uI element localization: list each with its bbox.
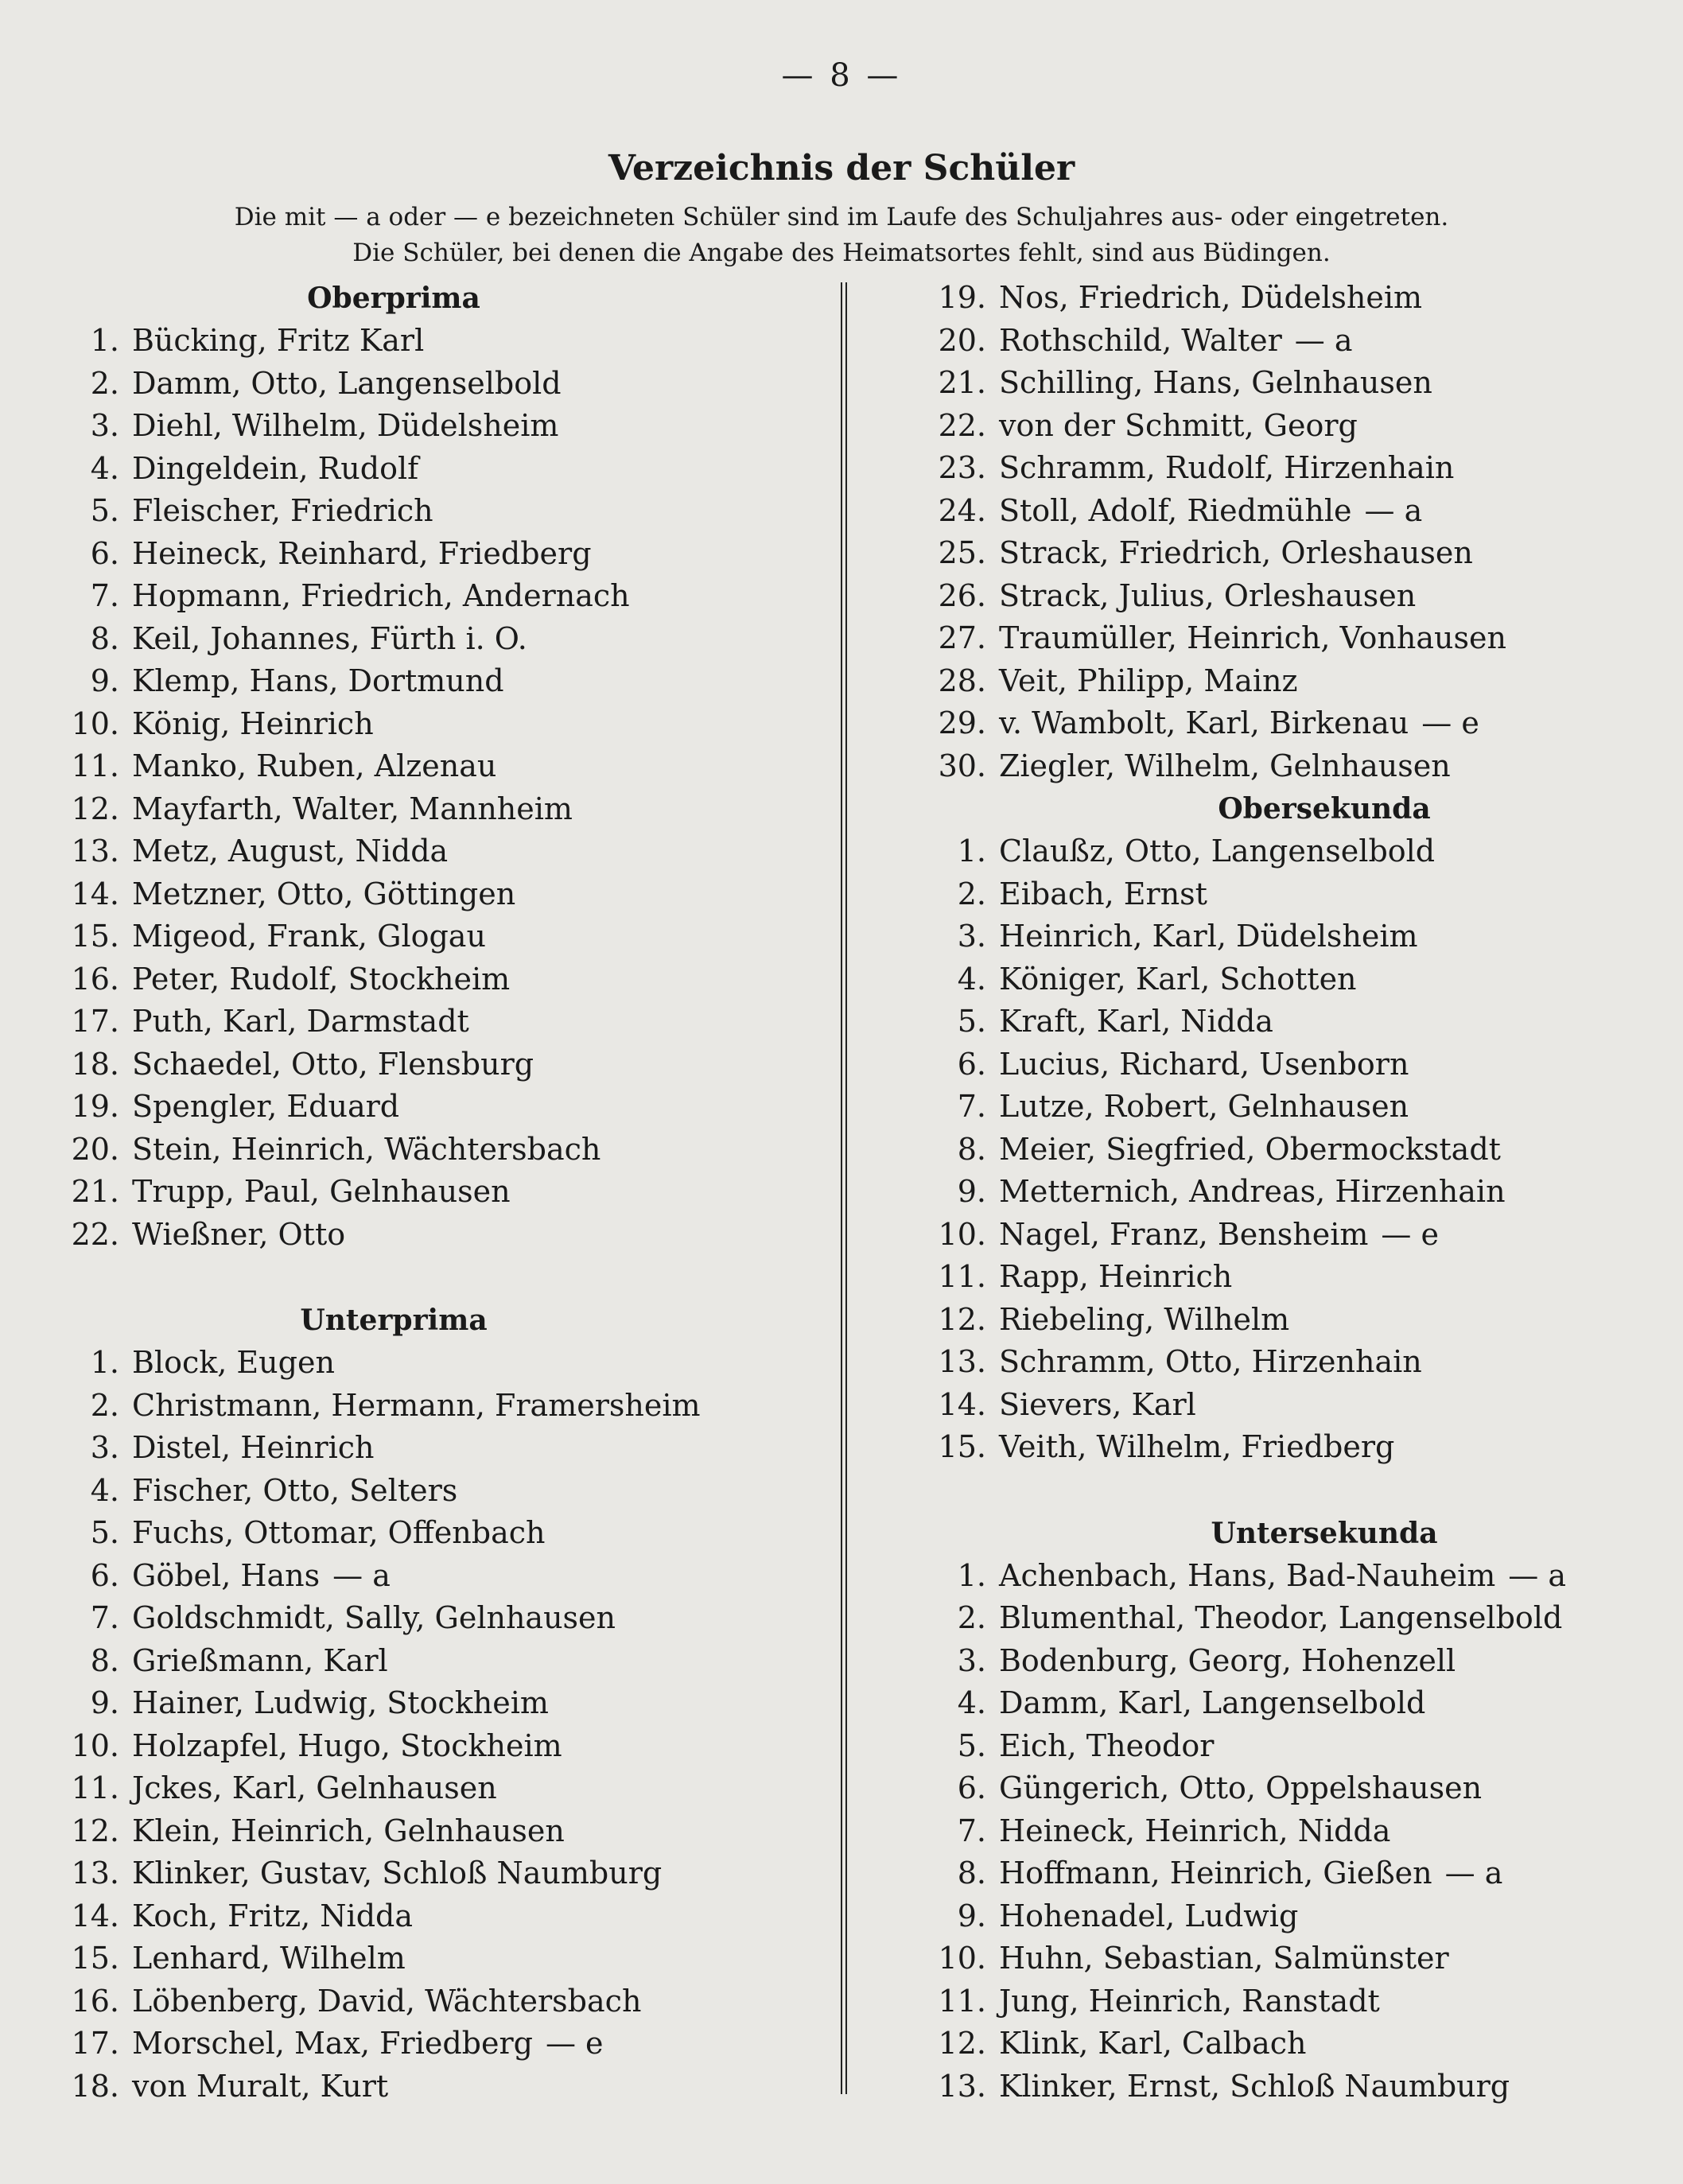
section-oberprima xyxy=(48,277,811,1256)
list-item xyxy=(48,2023,811,2065)
student-name: Damm, Karl, Langenselbold xyxy=(999,1685,1426,1720)
student-number: 1. xyxy=(90,323,119,358)
status-marker: — e xyxy=(1381,1216,1439,1252)
student-name: von der Schmitt, Georg xyxy=(999,407,1358,443)
list-item xyxy=(899,575,1646,618)
student-number: 9. xyxy=(957,1174,986,1209)
student-number: 15. xyxy=(938,1429,986,1464)
list-item xyxy=(899,1980,1646,2023)
student-name: Wießner, Otto xyxy=(132,1216,346,1252)
student-number: 5. xyxy=(957,1727,986,1763)
list-item xyxy=(48,533,811,576)
section-untersekunda xyxy=(899,1512,1646,2108)
list-item xyxy=(48,448,811,491)
student-name: Fuchs, Ottomar, Offenbach xyxy=(132,1515,546,1550)
column-divider xyxy=(841,282,847,2094)
student-number: 3. xyxy=(90,1430,119,1465)
student-name: Manko, Ruben, Alzenau xyxy=(132,748,497,783)
list-item xyxy=(48,575,811,618)
list-item xyxy=(899,1852,1646,1895)
student-name: Achenbach, Hans, Bad-Nauheim xyxy=(999,1557,1496,1593)
student-name: Klemp, Hans, Dortmund xyxy=(132,663,504,698)
list-item xyxy=(899,1043,1646,1086)
student-name: Spengler, Eduard xyxy=(132,1089,400,1124)
list-item xyxy=(899,830,1646,873)
student-name: Rapp, Heinrich xyxy=(999,1259,1233,1294)
student-number: 12. xyxy=(71,791,119,826)
student-name: v. Wambolt, Karl, Birkenau xyxy=(999,705,1409,740)
student-number: 10. xyxy=(71,1727,119,1763)
student-name: Strack, Julius, Orleshausen xyxy=(999,577,1417,613)
student-number: 7. xyxy=(90,1600,119,1635)
list-item xyxy=(899,1256,1646,1299)
list-item xyxy=(899,1682,1646,1725)
student-name: Bücking, Fritz Karl xyxy=(132,323,425,358)
student-number: 25. xyxy=(938,535,986,570)
list-item xyxy=(48,1682,811,1725)
student-name: Traumüller, Heinrich, Vonhausen xyxy=(999,620,1506,655)
student-number: 4. xyxy=(90,1472,119,1508)
student-name: Metz, August, Nidda xyxy=(132,834,449,869)
student-number: 6. xyxy=(957,1770,986,1805)
student-name: Hohenadel, Ludwig xyxy=(999,1898,1299,1933)
status-marker: — a xyxy=(1444,1856,1503,1891)
student-name: Riebeling, Wilhelm xyxy=(999,1301,1290,1337)
student-number: 7. xyxy=(957,1813,986,1848)
left-column xyxy=(48,277,811,2108)
student-number: 19. xyxy=(71,1089,119,1124)
list-item xyxy=(48,1980,811,2023)
student-name: Ziegler, Wilhelm, Gelnhausen xyxy=(999,748,1451,783)
list-item xyxy=(48,2065,811,2108)
student-name: Veit, Philipp, Mainz xyxy=(999,663,1298,698)
section-heading: Untersekunda xyxy=(1211,1516,1438,1550)
student-name: Schilling, Hans, Gelnhausen xyxy=(999,365,1432,400)
student-number: 2. xyxy=(957,876,986,911)
list-item xyxy=(48,788,811,831)
hometown-note: Die Schüler, bei denen die Angabe des Heimatsortes fehlt, sind aus Büdingen. xyxy=(352,239,1331,267)
student-name: Grießmann, Karl xyxy=(132,1642,388,1678)
student-name: Metternich, Andreas, Hirzenhain xyxy=(999,1174,1506,1209)
list-item xyxy=(48,1937,811,1980)
list-item xyxy=(48,830,811,873)
list-item xyxy=(48,745,811,788)
student-name: Schramm, Otto, Hirzenhain xyxy=(999,1344,1422,1379)
list-item xyxy=(48,1001,811,1043)
section-unterprima-part2 xyxy=(899,277,1646,787)
student-number: 10. xyxy=(938,1941,986,1976)
list-item xyxy=(48,405,811,448)
list-item xyxy=(48,1129,811,1172)
student-name: Claußz, Otto, Langenselbold xyxy=(999,834,1436,869)
list-item xyxy=(899,405,1646,448)
student-name: Trupp, Paul, Gelnhausen xyxy=(132,1174,511,1209)
list-item xyxy=(899,320,1646,363)
student-number: 12. xyxy=(71,1813,119,1848)
student-number: 13. xyxy=(71,834,119,869)
list-item xyxy=(899,1384,1646,1427)
student-name: Bodenburg, Georg, Hohenzell xyxy=(999,1642,1456,1678)
list-item xyxy=(899,958,1646,1001)
student-name: Distel, Heinrich xyxy=(132,1430,375,1465)
right-column xyxy=(899,277,1646,2108)
student-number: 29. xyxy=(938,705,986,740)
legend-note: Die mit — a oder — e bezeichneten Schüler sind im Laufe des Schuljahres aus- oder eingetreten. xyxy=(234,203,1449,231)
student-number: 7. xyxy=(90,578,119,613)
student-name: Koch, Fritz, Nidda xyxy=(132,1898,414,1933)
list-item xyxy=(48,1895,811,1938)
student-name: Morschel, Max, Friedberg xyxy=(132,2026,533,2061)
list-item xyxy=(48,915,811,958)
list-item xyxy=(899,1895,1646,1938)
list-item xyxy=(899,277,1646,320)
student-name: Hainer, Ludwig, Stockheim xyxy=(132,1685,549,1720)
student-name: Veith, Wilhelm, Friedberg xyxy=(999,1429,1395,1464)
student-name: Lucius, Richard, Usenborn xyxy=(999,1046,1409,1082)
student-name: Jckes, Karl, Gelnhausen xyxy=(132,1770,497,1805)
student-number: 6. xyxy=(90,535,119,571)
student-number: 9. xyxy=(957,1898,986,1933)
student-number: 18. xyxy=(71,1046,119,1082)
student-name: Nos, Friedrich, Düdelsheim xyxy=(999,280,1423,315)
list-item xyxy=(899,362,1646,405)
student-number: 4. xyxy=(957,961,986,997)
student-number: 6. xyxy=(957,1046,986,1082)
student-number: 21. xyxy=(938,365,986,400)
list-item xyxy=(48,320,811,363)
student-number: 14. xyxy=(71,1898,119,1933)
student-number: 3. xyxy=(957,1642,986,1678)
list-item xyxy=(899,1640,1646,1683)
student-number: 9. xyxy=(90,663,119,698)
student-name: Fischer, Otto, Selters xyxy=(132,1472,458,1508)
status-marker: — e xyxy=(1421,705,1479,740)
student-name: Güngerich, Otto, Oppelshausen xyxy=(999,1770,1483,1805)
student-number: 22. xyxy=(71,1216,119,1252)
student-number: 2. xyxy=(957,1600,986,1635)
student-name: Hoffmann, Heinrich, Gießen xyxy=(999,1856,1432,1891)
student-number: 16. xyxy=(71,961,119,997)
section-heading: Unterprima xyxy=(300,1304,488,1337)
student-number: 13. xyxy=(938,1344,986,1379)
student-name: Huhn, Sebastian, Salmünster xyxy=(999,1941,1449,1976)
list-item xyxy=(48,363,811,406)
student-name: Klinker, Gustav, Schloß Naumburg xyxy=(132,1856,663,1891)
student-number: 17. xyxy=(71,1004,119,1039)
student-name: Klein, Heinrich, Gelnhausen xyxy=(132,1813,565,1848)
student-name: Hopmann, Friedrich, Andernach xyxy=(132,578,630,613)
student-name: Klinker, Ernst, Schloß Naumburg xyxy=(999,2068,1510,2104)
student-name: Peter, Rudolf, Stockheim xyxy=(132,961,511,997)
student-number: 17. xyxy=(71,2026,119,2061)
list-item xyxy=(48,703,811,746)
student-name: Stein, Heinrich, Wächtersbach xyxy=(132,1131,601,1167)
student-number: 18. xyxy=(71,2068,119,2104)
student-number: 22. xyxy=(938,407,986,443)
list-item xyxy=(48,1470,811,1513)
student-number: 12. xyxy=(938,2026,986,2061)
student-number: 1. xyxy=(957,1557,986,1593)
student-number: 9. xyxy=(90,1685,119,1720)
list-item xyxy=(48,1043,811,1086)
student-name: Dingeldein, Rudolf xyxy=(132,450,419,486)
student-number: 23. xyxy=(938,450,986,485)
list-item xyxy=(899,1214,1646,1257)
student-number: 8. xyxy=(90,1642,119,1678)
student-name: Göbel, Hans xyxy=(132,1557,321,1593)
list-item xyxy=(48,958,811,1001)
page-number: — 8 — xyxy=(781,57,902,94)
list-item xyxy=(899,1129,1646,1172)
list-item xyxy=(899,1299,1646,1342)
student-number: 11. xyxy=(938,1983,986,2019)
student-name: Block, Eugen xyxy=(132,1345,335,1380)
student-number: 14. xyxy=(71,876,119,911)
list-item xyxy=(48,873,811,916)
student-name: Blumenthal, Theodor, Langenselbold xyxy=(999,1600,1563,1635)
student-number: 1. xyxy=(90,1345,119,1380)
list-item xyxy=(899,532,1646,575)
student-number: 8. xyxy=(90,620,119,656)
list-item xyxy=(899,1426,1646,1469)
student-number: 8. xyxy=(957,1856,986,1891)
list-item xyxy=(48,1555,811,1598)
list-item xyxy=(48,1852,811,1895)
list-item xyxy=(48,1640,811,1683)
section-heading: Oberprima xyxy=(307,282,480,315)
student-name: Heineck, Heinrich, Nidda xyxy=(999,1813,1391,1848)
student-number: 10. xyxy=(71,705,119,741)
student-number: 24. xyxy=(938,492,986,528)
student-number: 13. xyxy=(71,1856,119,1891)
list-item xyxy=(899,1937,1646,1980)
student-name: Heineck, Reinhard, Friedberg xyxy=(132,535,592,571)
student-number: 30. xyxy=(938,748,986,783)
list-item xyxy=(899,2065,1646,2108)
student-name: Eich, Theodor xyxy=(999,1727,1215,1763)
list-item xyxy=(48,1597,811,1640)
student-name: Heinrich, Karl, Düdelsheim xyxy=(999,919,1418,954)
status-marker: — a xyxy=(1508,1557,1566,1593)
student-name: Christmann, Hermann, Framersheim xyxy=(132,1387,701,1423)
list-item xyxy=(899,1597,1646,1640)
status-marker: — a xyxy=(1364,492,1423,528)
list-item xyxy=(48,618,811,661)
student-name: Schramm, Rudolf, Hirzenhain xyxy=(999,450,1455,485)
section-gap xyxy=(899,1469,1646,1512)
student-name: von Muralt, Kurt xyxy=(132,2068,389,2104)
student-number: 1. xyxy=(957,834,986,869)
list-item xyxy=(48,1171,811,1214)
student-number: 10. xyxy=(938,1216,986,1252)
student-name: Metzner, Otto, Göttingen xyxy=(132,876,516,911)
student-name: Lutze, Robert, Gelnhausen xyxy=(999,1089,1409,1124)
student-name: Lenhard, Wilhelm xyxy=(132,1941,406,1976)
student-name: Keil, Johannes, Fürth i. O. xyxy=(132,620,527,656)
student-number: 14. xyxy=(938,1386,986,1422)
student-number: 28. xyxy=(938,663,986,698)
student-name: Kraft, Karl, Nidda xyxy=(999,1004,1273,1039)
student-number: 3. xyxy=(957,919,986,954)
student-number: 15. xyxy=(71,1941,119,1976)
student-name: Migeod, Frank, Glogau xyxy=(132,919,486,954)
student-name: Klink, Karl, Calbach xyxy=(999,2026,1307,2061)
student-number: 11. xyxy=(938,1259,986,1294)
list-item xyxy=(899,2023,1646,2065)
student-number: 3. xyxy=(90,408,119,443)
list-item xyxy=(48,1342,811,1385)
student-number: 20. xyxy=(71,1131,119,1167)
list-item xyxy=(48,1512,811,1555)
student-name: Nagel, Franz, Bensheim xyxy=(999,1216,1369,1252)
student-name: Meier, Siegfried, Obermockstadt xyxy=(999,1131,1501,1167)
list-item xyxy=(48,660,811,703)
list-item xyxy=(48,1810,811,1853)
student-number: 6. xyxy=(90,1557,119,1593)
student-number: 4. xyxy=(90,450,119,486)
student-name: Sievers, Karl xyxy=(999,1386,1196,1422)
page-title: Verzeichnis der Schüler xyxy=(608,148,1075,188)
student-number: 11. xyxy=(71,748,119,783)
list-item xyxy=(899,1086,1646,1129)
student-name: Löbenberg, David, Wächtersbach xyxy=(132,1983,642,2019)
list-item xyxy=(899,660,1646,703)
student-name: Goldschmidt, Sally, Gelnhausen xyxy=(132,1600,616,1635)
student-name: Fleischer, Friedrich xyxy=(132,493,433,528)
student-name: Diehl, Wilhelm, Düdelsheim xyxy=(132,408,559,443)
student-number: 19. xyxy=(938,280,986,315)
list-item xyxy=(48,490,811,533)
student-number: 2. xyxy=(90,1387,119,1423)
list-item xyxy=(899,745,1646,788)
section-obersekunda xyxy=(899,787,1646,1469)
student-number: 7. xyxy=(957,1089,986,1124)
student-number: 26. xyxy=(938,577,986,613)
student-name: Holzapfel, Hugo, Stockheim xyxy=(132,1727,562,1763)
student-name: Damm, Otto, Langenselbold xyxy=(132,365,562,401)
student-name: Mayfarth, Walter, Mannheim xyxy=(132,791,573,826)
student-name: Stoll, Adolf, Riedmühle xyxy=(999,492,1352,528)
student-number: 4. xyxy=(957,1685,986,1720)
student-name: Jung, Heinrich, Ranstadt xyxy=(999,1983,1380,2019)
list-item xyxy=(899,873,1646,916)
student-number: 5. xyxy=(90,493,119,528)
list-item xyxy=(899,1767,1646,1810)
student-number: 12. xyxy=(938,1301,986,1337)
list-item xyxy=(48,1214,811,1257)
list-item xyxy=(899,1555,1646,1598)
list-item xyxy=(48,1427,811,1470)
list-item xyxy=(48,1725,811,1768)
list-item xyxy=(899,1341,1646,1384)
status-marker: — e xyxy=(545,2026,604,2061)
list-item xyxy=(899,1171,1646,1214)
student-number: 27. xyxy=(938,620,986,655)
list-item xyxy=(48,1385,811,1428)
list-item xyxy=(899,1725,1646,1768)
student-number: 21. xyxy=(71,1174,119,1209)
student-name: Eibach, Ernst xyxy=(999,876,1207,911)
section-unterprima-part1 xyxy=(48,1299,811,2108)
list-item xyxy=(899,702,1646,745)
student-name: Schaedel, Otto, Flensburg xyxy=(132,1046,534,1082)
status-marker: — a xyxy=(332,1557,391,1593)
student-number: 16. xyxy=(71,1983,119,2019)
list-item xyxy=(899,915,1646,958)
student-number: 5. xyxy=(957,1004,986,1039)
list-item xyxy=(48,1086,811,1129)
list-item xyxy=(899,490,1646,533)
status-marker: — a xyxy=(1294,322,1353,358)
list-item xyxy=(899,1001,1646,1043)
list-item xyxy=(899,447,1646,490)
list-item xyxy=(899,617,1646,660)
student-name: Puth, Karl, Darmstadt xyxy=(132,1004,469,1039)
student-name: Strack, Friedrich, Orleshausen xyxy=(999,535,1473,570)
student-number: 5. xyxy=(90,1515,119,1550)
list-item xyxy=(48,1767,811,1810)
student-number: 20. xyxy=(938,322,986,358)
student-name: Rothschild, Walter xyxy=(999,322,1282,358)
student-number: 11. xyxy=(71,1770,119,1805)
student-number: 2. xyxy=(90,365,119,401)
section-heading: Obersekunda xyxy=(1218,792,1431,826)
student-name: Königer, Karl, Schotten xyxy=(999,961,1357,997)
student-number: 8. xyxy=(957,1131,986,1167)
list-item xyxy=(899,1810,1646,1853)
student-number: 13. xyxy=(938,2068,986,2104)
section-gap xyxy=(48,1256,811,1299)
student-name: König, Heinrich xyxy=(132,705,374,741)
student-number: 15. xyxy=(71,919,119,954)
